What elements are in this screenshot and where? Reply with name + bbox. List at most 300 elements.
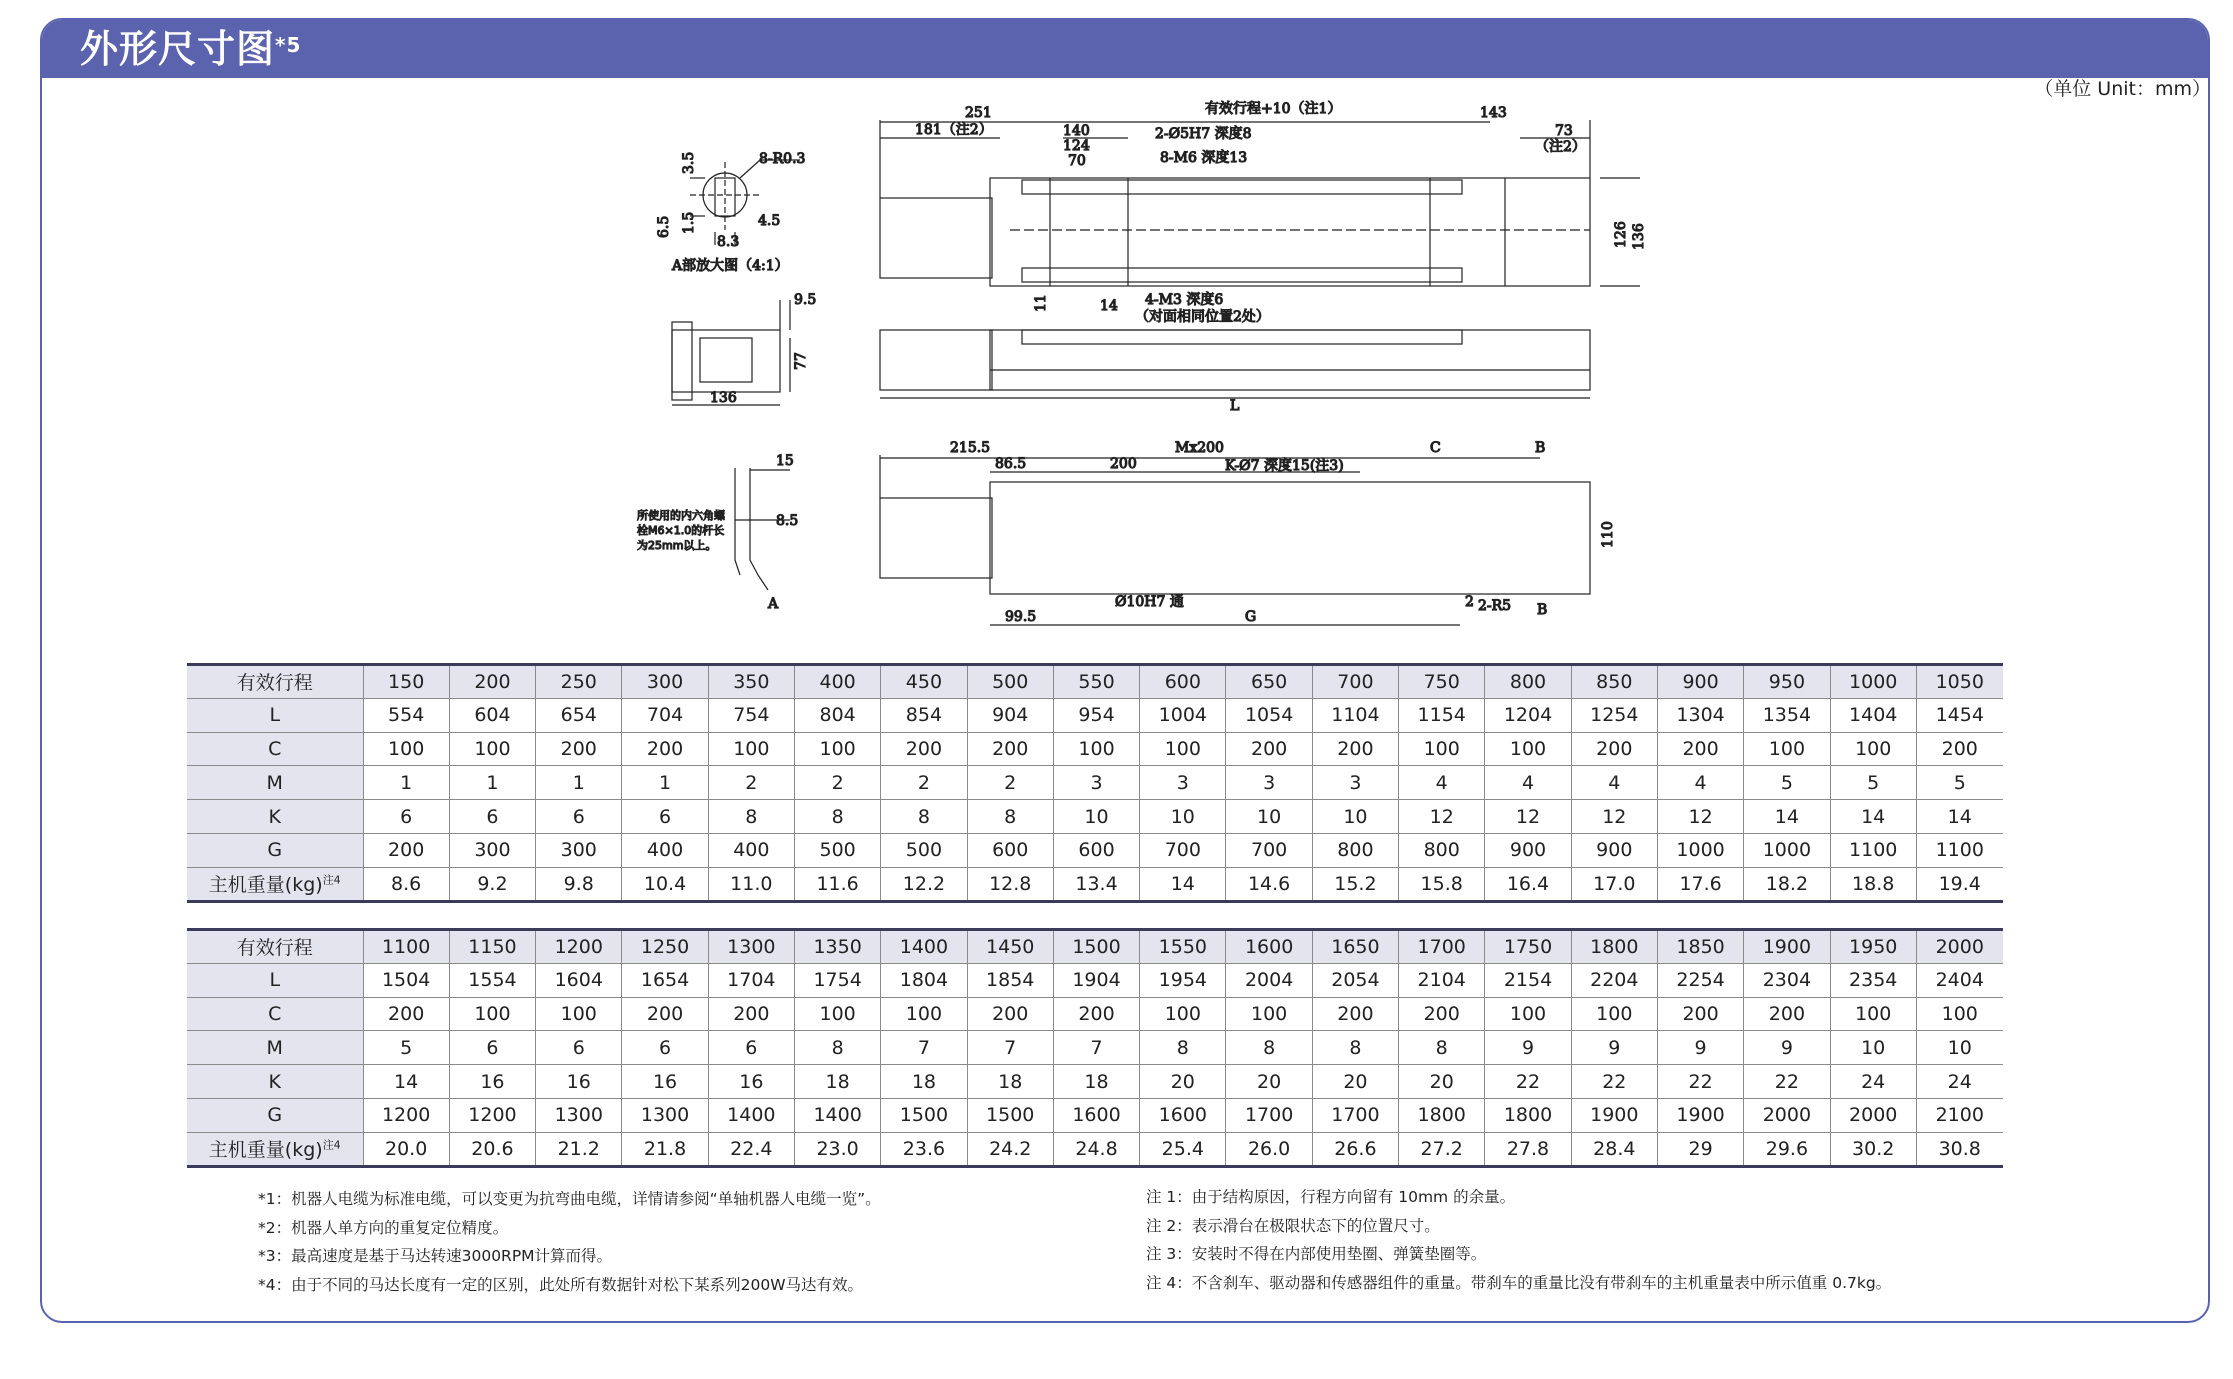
top-d70: 70	[1068, 153, 1086, 169]
row-header	[187, 766, 363, 800]
table-cell: 1704	[708, 963, 794, 997]
table-cell: 1004	[1140, 698, 1226, 732]
title-footnote-mark: *5	[275, 33, 302, 57]
table-cell: 2	[967, 766, 1053, 800]
table-cell: 14	[363, 1065, 449, 1099]
section-title-text: 外形尺寸图	[80, 27, 276, 71]
table-cell: 12	[1657, 800, 1743, 834]
bolt-a: A	[768, 596, 779, 612]
table-cell: 12	[1571, 800, 1657, 834]
table-cell: 1000	[1744, 833, 1830, 867]
table-cell: 300	[449, 833, 535, 867]
table-cell: 804	[794, 698, 880, 732]
table-cell: 14	[1744, 800, 1830, 834]
table-cell: 1100	[1916, 833, 2002, 867]
table-cell: 9.8	[536, 867, 622, 901]
top-d136: 136	[1631, 223, 1647, 250]
detail-a-caption: A部放大图（4:1）	[672, 258, 789, 274]
top-d126: 126	[1613, 221, 1629, 248]
table-cell: 1454	[1916, 698, 2002, 732]
table-cell: 4	[1485, 766, 1571, 800]
bottom-d200: 200	[1110, 456, 1137, 472]
bottom-d10: Ø10H7 通	[1115, 594, 1184, 610]
table-cell: 5	[1744, 766, 1830, 800]
bottom-g: G	[1245, 609, 1257, 625]
table-cell: 1600	[1226, 930, 1312, 964]
row-header	[187, 930, 363, 964]
notes-left	[258, 1185, 881, 1299]
table-cell: 1950	[1830, 930, 1916, 964]
table-cell: 200	[536, 732, 622, 766]
note-right-3: 注 3：安装时不得在内部使用垫圈、弹簧垫圈等。	[1146, 1245, 1487, 1263]
table-cell: 16	[708, 1065, 794, 1099]
table-cell: 900	[1657, 665, 1743, 699]
top-d73: 73	[1555, 123, 1573, 139]
table-cell: 26.6	[1312, 1132, 1398, 1166]
table-cell: 20	[1226, 1065, 1312, 1099]
table-cell: 550	[1053, 665, 1139, 699]
table-cell: 9	[1744, 1031, 1830, 1065]
table-cell: 11.0	[708, 867, 794, 901]
table-cell: 17.0	[1571, 867, 1657, 901]
note-right-4: 注 4：不含刹车、驱动器和传感器组件的重量。带刹车的重量比没有带刹车的主机重量表中所示值重 0.7kg。	[1146, 1273, 1892, 1292]
table-cell: 1900	[1571, 1098, 1657, 1132]
row-header-label: 主机重量(kg)	[208, 874, 323, 897]
table-cell: 350	[708, 665, 794, 699]
table-cell: 600	[1140, 665, 1226, 699]
spec-table-2	[187, 928, 2003, 1168]
table-cell: 1304	[1657, 698, 1743, 732]
table-row	[187, 1132, 2003, 1166]
table-row	[187, 1065, 2003, 1099]
bolt-note-3: 为25mm以上。	[637, 539, 717, 552]
table-cell: 1400	[881, 930, 967, 964]
bottom-c: C	[1430, 440, 1441, 456]
top-hole2: 8-M6 深度13	[1160, 150, 1248, 166]
table-cell: 18	[881, 1065, 967, 1099]
bottom-d865: 86.5	[995, 456, 1027, 472]
table-cell: 200	[1053, 997, 1139, 1031]
table-cell: 24.8	[1053, 1132, 1139, 1166]
table-cell: 1804	[881, 963, 967, 997]
table-cell: 8	[881, 800, 967, 834]
table-cell: 18.8	[1830, 867, 1916, 901]
table-cell: 1250	[622, 930, 708, 964]
table-cell: 600	[1053, 833, 1139, 867]
table-cell: 1800	[1399, 1098, 1485, 1132]
detail-a-r03: 8-R0.3	[759, 151, 806, 167]
table-cell: 700	[1312, 665, 1398, 699]
table-cell: 1400	[794, 1098, 880, 1132]
table-cell: 600	[967, 833, 1053, 867]
table-row	[187, 997, 2003, 1031]
table-cell: 14	[1140, 867, 1226, 901]
table-cell: 100	[449, 732, 535, 766]
table-cell: 1850	[1657, 930, 1743, 964]
side-d14: 14	[1100, 298, 1118, 314]
top-view	[880, 101, 1647, 286]
side-d11: 11	[1033, 294, 1049, 312]
bolt-d85: 8.5	[776, 513, 799, 529]
table-cell: 20	[1312, 1065, 1398, 1099]
table-cell: 10	[1916, 1031, 2002, 1065]
row-header-label: C	[268, 1002, 282, 1025]
row-header-label: K	[268, 805, 281, 828]
table-cell: 20.6	[449, 1132, 535, 1166]
row-header	[187, 963, 363, 997]
table-cell: 16.4	[1485, 867, 1571, 901]
table-cell: 1600	[1053, 1098, 1139, 1132]
table-cell: 22	[1485, 1065, 1571, 1099]
end-view-d95: 9.5	[794, 292, 817, 308]
row-header	[187, 698, 363, 732]
top-d251: 251	[965, 105, 992, 121]
table-cell: 200	[708, 997, 794, 1031]
row-header	[187, 1031, 363, 1065]
table-cell: 15.2	[1312, 867, 1398, 901]
table-cell: 200	[967, 997, 1053, 1031]
detail-a-d15: 1.5	[681, 211, 697, 234]
bottom-k: K-Ø7 深度15(注3)	[1225, 458, 1344, 474]
table-cell: 500	[967, 665, 1053, 699]
row-header-label: 主机重量(kg)	[208, 1139, 323, 1162]
table-cell: 6	[622, 1031, 708, 1065]
row-header	[187, 833, 363, 867]
table-cell: 1800	[1485, 1098, 1571, 1132]
table-cell: 800	[1399, 833, 1485, 867]
table-cell: 854	[881, 698, 967, 732]
table-cell: 12.2	[881, 867, 967, 901]
table-cell: 10	[1226, 800, 1312, 834]
row-header	[187, 997, 363, 1031]
table-cell: 200	[1399, 997, 1485, 1031]
table-cell: 24.2	[967, 1132, 1053, 1166]
table-cell: 6	[449, 1031, 535, 1065]
table-cell: 2404	[1916, 963, 2002, 997]
table-cell: 6	[363, 800, 449, 834]
table-cell: 1900	[1744, 930, 1830, 964]
bolt-note-1: 所使用的内六角螺	[637, 509, 725, 522]
table-cell: 900	[1571, 833, 1657, 867]
table-cell: 100	[794, 997, 880, 1031]
table-cell: 200	[967, 732, 1053, 766]
bottom-view	[880, 440, 1616, 625]
table-cell: 1854	[967, 963, 1053, 997]
table-cell: 150	[363, 665, 449, 699]
table-cell: 100	[881, 997, 967, 1031]
table-cell: 100	[1744, 732, 1830, 766]
table-cell: 1954	[1140, 963, 1226, 997]
table-cell: 2054	[1312, 963, 1398, 997]
table-cell: 24	[1916, 1065, 2002, 1099]
table-cell: 1100	[363, 930, 449, 964]
detail-a-d65: 6.5	[656, 215, 672, 238]
table-cell: 904	[967, 698, 1053, 732]
table-cell: 1600	[1140, 1098, 1226, 1132]
table-cell: 1904	[1053, 963, 1139, 997]
table-cell: 21.2	[536, 1132, 622, 1166]
row-header	[187, 732, 363, 766]
detail-a-d35: 3.5	[681, 151, 697, 174]
row-header	[187, 1065, 363, 1099]
table-cell: 16	[622, 1065, 708, 1099]
table-cell: 1700	[1226, 1098, 1312, 1132]
table-cell: 10	[1830, 1031, 1916, 1065]
top-d140: 140	[1063, 123, 1090, 139]
table-cell: 14	[1830, 800, 1916, 834]
table-cell: 1754	[794, 963, 880, 997]
note-left-4: *4：由于不同的马达长度有一定的区别，此处所有数据针对松下某系列200W马达有效。	[258, 1275, 864, 1294]
table-cell: 15.8	[1399, 867, 1485, 901]
table-cell: 10	[1312, 800, 1398, 834]
bottom-r5: 2-R5	[1478, 598, 1512, 614]
table-cell: 2000	[1916, 930, 2002, 964]
table-cell: 8.6	[363, 867, 449, 901]
table-cell: 200	[1657, 732, 1743, 766]
end-view-d77: 77	[793, 352, 809, 370]
bottom-d995: 99.5	[1005, 609, 1037, 625]
table-cell: 22	[1657, 1065, 1743, 1099]
table-cell: 700	[1140, 833, 1226, 867]
table-cell: 1404	[1830, 698, 1916, 732]
table-row	[187, 766, 2003, 800]
top-d181: 181（注2）	[915, 122, 993, 138]
table-cell: 16	[536, 1065, 622, 1099]
table-cell: 12	[1399, 800, 1485, 834]
table-cell: 20	[1140, 1065, 1226, 1099]
table-row	[187, 1031, 2003, 1065]
table-cell: 200	[1744, 997, 1830, 1031]
table-cell: 7	[881, 1031, 967, 1065]
table-row	[187, 833, 2003, 867]
table-cell: 1500	[967, 1098, 1053, 1132]
table-cell: 2254	[1657, 963, 1743, 997]
bottom-d110: 110	[1600, 521, 1616, 548]
table-cell: 200	[1571, 732, 1657, 766]
table-cell: 500	[794, 833, 880, 867]
table-cell: 26.0	[1226, 1132, 1312, 1166]
table-cell: 1050	[1916, 665, 2002, 699]
table-cell: 2304	[1744, 963, 1830, 997]
detail-a-d45: 4.5	[758, 213, 781, 229]
table-cell: 200	[1312, 997, 1398, 1031]
table-cell: 1300	[708, 930, 794, 964]
top-d124: 124	[1063, 138, 1090, 154]
table-cell: 800	[1312, 833, 1398, 867]
table-cell: 200	[1657, 997, 1743, 1031]
table-cell: 1	[449, 766, 535, 800]
side-l: L	[1230, 398, 1240, 414]
table-cell: 1500	[1053, 930, 1139, 964]
table-cell: 9.2	[449, 867, 535, 901]
row-header-label: G	[267, 839, 283, 862]
table-cell: 10	[1053, 800, 1139, 834]
table-cell: 400	[794, 665, 880, 699]
top-hole1: 2-Ø5H7 深度8	[1155, 126, 1252, 142]
table-cell: 1	[363, 766, 449, 800]
table-cell: 1200	[536, 930, 622, 964]
bolt-note-2: 栓M6×1.0的杆长	[637, 524, 725, 537]
table-cell: 2354	[1830, 963, 1916, 997]
table-cell: 300	[536, 833, 622, 867]
table-cell: 27.8	[1485, 1132, 1571, 1166]
table-cell: 18	[1053, 1065, 1139, 1099]
table-cell: 8	[708, 800, 794, 834]
table-cell: 29.6	[1744, 1132, 1830, 1166]
row-header-label: C	[268, 737, 282, 760]
table-cell: 1700	[1312, 1098, 1398, 1132]
table-cell: 554	[363, 698, 449, 732]
table-cell: 8	[794, 800, 880, 834]
row-header-label: M	[266, 1036, 283, 1059]
table-cell: 1800	[1571, 930, 1657, 964]
table-cell: 100	[363, 732, 449, 766]
dimension-drawing	[0, 0, 2233, 660]
bolt-d15: 15	[776, 453, 794, 469]
table-cell: 8	[1399, 1031, 1485, 1065]
row-header	[187, 800, 363, 834]
row-header	[187, 665, 363, 699]
row-header-label: G	[267, 1104, 283, 1127]
table-row	[187, 867, 2003, 901]
table-cell: 1450	[967, 930, 1053, 964]
table-cell: 1604	[536, 963, 622, 997]
table-cell: 6	[622, 800, 708, 834]
row-header-label: L	[269, 704, 281, 727]
table-cell: 6	[536, 800, 622, 834]
table-cell: 8	[1226, 1031, 1312, 1065]
table-cell: 4	[1399, 766, 1485, 800]
table-cell: 1	[622, 766, 708, 800]
table-cell: 6	[449, 800, 535, 834]
top-note2: （注2）	[1535, 139, 1586, 155]
table-cell: 24	[1830, 1065, 1916, 1099]
table-cell: 6	[536, 1031, 622, 1065]
table-cell: 7	[1053, 1031, 1139, 1065]
table-cell: 12.8	[967, 867, 1053, 901]
table-cell: 100	[708, 732, 794, 766]
table-cell: 1350	[794, 930, 880, 964]
table-cell: 200	[363, 997, 449, 1031]
row-header-label: L	[269, 969, 281, 992]
table-cell: 2	[708, 766, 794, 800]
table-cell: 950	[1744, 665, 1830, 699]
top-stroke: 有效行程+10（注1）	[1205, 101, 1342, 117]
table-cell: 5	[363, 1031, 449, 1065]
row-header-label: 有效行程	[236, 672, 313, 695]
table-cell: 23.6	[881, 1132, 967, 1166]
table-cell: 9	[1571, 1031, 1657, 1065]
table-cell: 604	[449, 698, 535, 732]
table-cell: 250	[536, 665, 622, 699]
table-cell: 200	[1312, 732, 1398, 766]
table-cell: 700	[1226, 833, 1312, 867]
table-cell: 5	[1830, 766, 1916, 800]
table-cell: 20.0	[363, 1132, 449, 1166]
table-row	[187, 963, 2003, 997]
table-cell: 9	[1485, 1031, 1571, 1065]
table-cell: 20	[1399, 1065, 1485, 1099]
table-cell: 100	[1830, 997, 1916, 1031]
row-header	[187, 1098, 363, 1132]
row-header-note: 注4	[322, 1138, 341, 1152]
table-cell: 100	[1226, 997, 1312, 1031]
table-cell: 6	[708, 1031, 794, 1065]
table-cell: 1654	[622, 963, 708, 997]
table-cell: 2000	[1744, 1098, 1830, 1132]
table-cell: 200	[622, 997, 708, 1031]
table-cell: 300	[622, 665, 708, 699]
table-cell: 1200	[363, 1098, 449, 1132]
bottom-mx200: Mx200	[1175, 440, 1224, 456]
table-cell: 1054	[1226, 698, 1312, 732]
row-header-label: 有效行程	[236, 937, 313, 960]
note-right-2: 注 2：表示滑台在极限状态下的位置尺寸。	[1146, 1216, 1440, 1235]
side-m3: 4-M3 深度6	[1145, 292, 1224, 308]
table-cell: 2154	[1485, 963, 1571, 997]
table-cell: 100	[1140, 732, 1226, 766]
table-cell: 1750	[1485, 930, 1571, 964]
table-cell: 650	[1226, 665, 1312, 699]
table-cell: 1154	[1399, 698, 1485, 732]
table-cell: 17.6	[1657, 867, 1743, 901]
table-cell: 13.4	[1053, 867, 1139, 901]
table-cell: 100	[1053, 732, 1139, 766]
table-cell: 850	[1571, 665, 1657, 699]
table-cell: 23.0	[794, 1132, 880, 1166]
table-cell: 100	[1571, 997, 1657, 1031]
table-cell: 8	[794, 1031, 880, 1065]
table-cell: 14.6	[1226, 867, 1312, 901]
table-cell: 800	[1485, 665, 1571, 699]
table-cell: 1200	[449, 1098, 535, 1132]
table-cell: 2004	[1226, 963, 1312, 997]
table-cell: 9	[1657, 1031, 1743, 1065]
table-cell: 14	[1916, 800, 2002, 834]
table-cell: 22	[1744, 1065, 1830, 1099]
table-cell: 7	[967, 1031, 1053, 1065]
table-cell: 200	[363, 833, 449, 867]
table-cell: 2000	[1830, 1098, 1916, 1132]
table-cell: 1150	[449, 930, 535, 964]
note-right-1: 注 1：由于结构原因，行程方向留有 10mm 的余量。	[1146, 1188, 1516, 1206]
table-cell: 100	[1485, 997, 1571, 1031]
table-cell: 1000	[1657, 833, 1743, 867]
table-cell: 3	[1140, 766, 1226, 800]
spec-table-1	[187, 663, 2003, 903]
table-cell: 900	[1485, 833, 1571, 867]
end-view-d136: 136	[710, 390, 737, 406]
row-header-label: K	[268, 1070, 281, 1093]
table-cell: 1550	[1140, 930, 1226, 964]
table-cell: 25.4	[1140, 1132, 1226, 1166]
table-cell: 1650	[1312, 930, 1398, 964]
table-cell: 4	[1571, 766, 1657, 800]
table-cell: 16	[449, 1065, 535, 1099]
note-left-1: *1：机器人电缆为标准电缆，可以变更为抗弯曲电缆，详情请参阅“单轴机器人电缆一览”。	[258, 1190, 881, 1208]
table-cell: 100	[536, 997, 622, 1031]
note-left-3: *3：最高速度是基于马达转速3000RPM计算而得。	[258, 1247, 613, 1265]
bottom-b: B	[1535, 440, 1546, 456]
table-cell: 754	[708, 698, 794, 732]
table-cell: 18	[967, 1065, 1053, 1099]
table-cell: 1504	[363, 963, 449, 997]
table-cell: 200	[881, 732, 967, 766]
table-row	[187, 698, 2003, 732]
table-cell: 654	[536, 698, 622, 732]
table-cell: 1254	[1571, 698, 1657, 732]
table-cell: 2	[881, 766, 967, 800]
